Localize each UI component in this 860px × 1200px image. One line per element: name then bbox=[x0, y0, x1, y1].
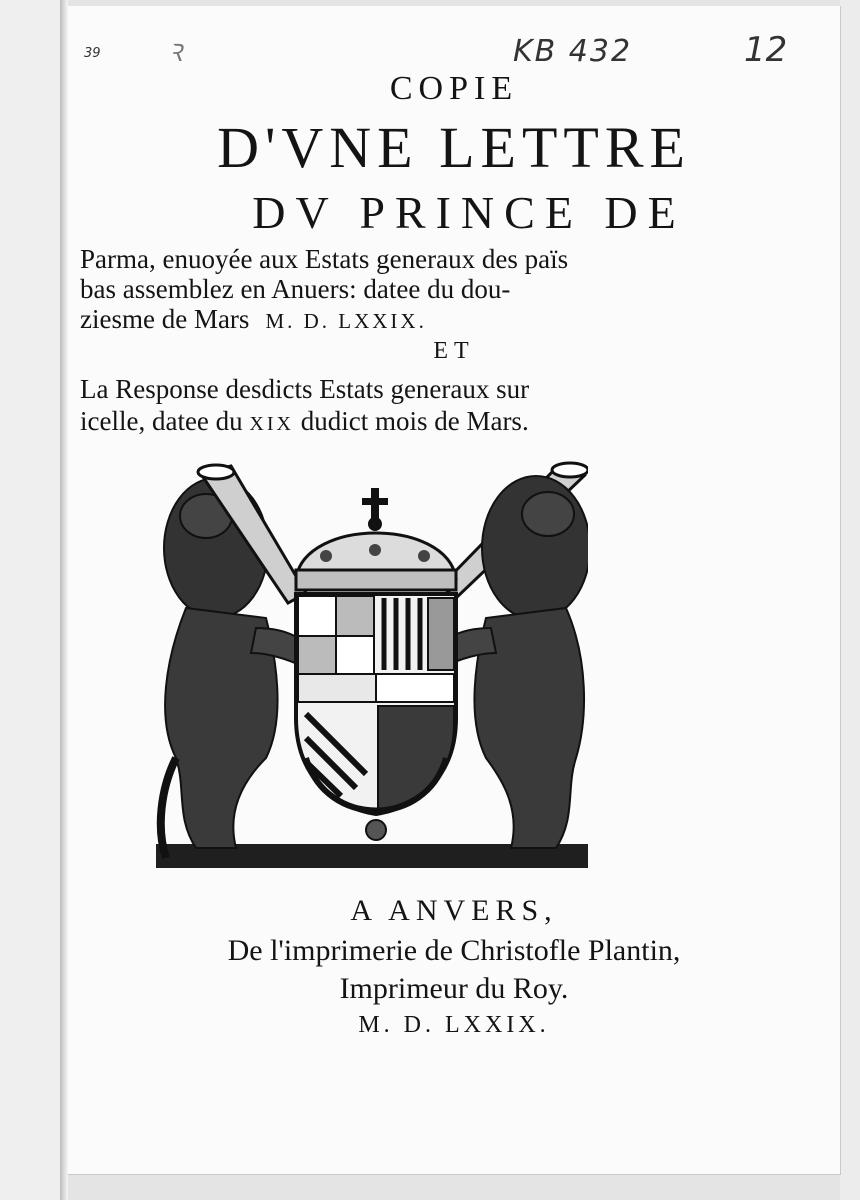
folio-annotation: 12 bbox=[744, 30, 788, 70]
title-page bbox=[68, 6, 841, 1175]
body-line-5 bbox=[80, 406, 529, 437]
collar-pendant bbox=[366, 820, 386, 840]
body-line-1: Parma, enuoyée aux Estats generaux des païs bbox=[80, 244, 569, 274]
body-line-4: La Response desdicts Estats generaux sur bbox=[80, 374, 530, 404]
title-line-1: COPIE bbox=[389, 70, 519, 107]
title-line-2: D'VNE LETTRE bbox=[217, 115, 691, 180]
body-line-3 bbox=[80, 304, 427, 335]
conjunction-et: ET bbox=[433, 338, 475, 364]
royal-crown bbox=[296, 488, 456, 590]
book-gutter bbox=[60, 0, 68, 1200]
scan-margin bbox=[840, 0, 860, 1200]
body-line-5-end: dudict mois de Mars. bbox=[300, 406, 529, 436]
body-line-2: bas assemblez en Anuers: datee du dou- bbox=[80, 274, 511, 304]
body-line-5-start: icelle, datee du bbox=[80, 406, 243, 436]
shelfmark-annotation: KB 432 bbox=[513, 34, 633, 69]
lion-left-supporter bbox=[161, 478, 316, 858]
body-line-3-text: ziesme de Mars bbox=[80, 304, 250, 334]
margin-annotation: 39 bbox=[84, 46, 101, 61]
coat-of-arms-woodcut bbox=[156, 458, 588, 878]
previous-page-edge bbox=[0, 0, 64, 1200]
margin-flourish-mark: Ꝛ bbox=[168, 39, 183, 67]
body-line-3-date: M. D. LXXIX. bbox=[265, 309, 427, 333]
imprint-year: M. D. LXXIX. bbox=[358, 1012, 550, 1038]
body-line-5-day: XIX bbox=[249, 413, 294, 435]
imprint-place: A ANVERS, bbox=[350, 894, 558, 927]
imprint-printer: De l'imprimerie de Christofle Plantin, bbox=[227, 934, 681, 967]
title-line-3: DV PRINCE DE bbox=[252, 187, 686, 238]
imprint-office: Imprimeur du Roy. bbox=[339, 972, 569, 1005]
